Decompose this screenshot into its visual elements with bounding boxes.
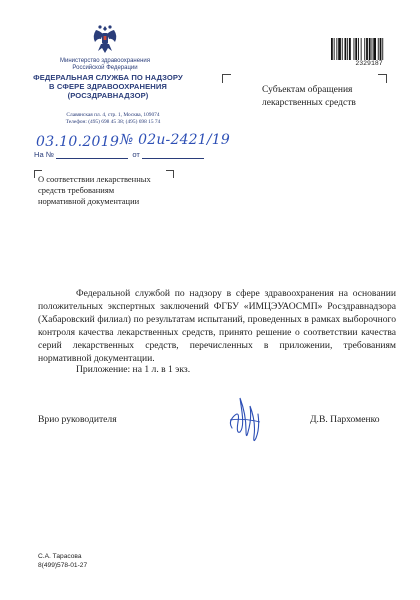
signer-name: Д.В. Пархоменко bbox=[310, 414, 380, 425]
reference-line bbox=[34, 150, 414, 159]
recipient-corner-left bbox=[222, 74, 231, 83]
recipient-line1: Субъектам обращения bbox=[262, 85, 353, 95]
agency-line1: ФЕДЕРАЛЬНАЯ СЛУЖБА ПО НАДЗОРУ bbox=[33, 73, 183, 82]
agency-line3: (РОСЗДРАВНАДЗОР) bbox=[67, 91, 149, 100]
signer-title: Врио руководителя bbox=[38, 414, 117, 425]
address-line2: Телефон: (495) 698 45 38; (495) 698 15 74 bbox=[65, 119, 161, 125]
recipient-corner-right bbox=[378, 74, 387, 83]
subject-line2: средств требованиям bbox=[38, 185, 115, 195]
executor-block bbox=[38, 552, 87, 570]
emblem-icon bbox=[90, 22, 120, 56]
registration-number: № 02и-2421/19 bbox=[120, 132, 231, 148]
recipient-line2: лекарственных средств bbox=[262, 98, 356, 108]
recipient-block bbox=[262, 84, 392, 110]
executor-phone: 8(499)578-01-27 bbox=[38, 562, 88, 569]
address-line1: Славянская пл. 4, стр. 1, Москва, 109074 bbox=[66, 112, 160, 118]
reference-number-blank bbox=[56, 151, 128, 159]
body-paragraph: Федеральной службой по надзору в сфере здравоохранения на основании положительных экспертных заключений ФГБУ «ИМЦЭУАОСМП» Росздравнадзора (Хабаровский филиал) по результатам испытаний, проведенных в рамках выборочного контроля качества лекарственных средств, принято решение о соответствии качества серий лекарственных средств, перечисленных в приложении, требованиям нормативной документации. bbox=[38, 288, 396, 365]
reference-date-blank bbox=[142, 151, 204, 159]
barcode-number: 2329187 bbox=[355, 60, 383, 67]
reference-from-label: от bbox=[132, 150, 140, 159]
ministry-line1: Министерство здравоохранения bbox=[60, 58, 150, 64]
agency-address bbox=[38, 112, 188, 126]
barcode-icon bbox=[330, 38, 400, 60]
subject-line1: О соответствии лекарственных bbox=[38, 174, 151, 184]
attachment-note: Приложение: на 1 л. в 1 экз. bbox=[76, 364, 191, 375]
reference-number-label: На № bbox=[34, 150, 54, 159]
subject-block bbox=[38, 174, 178, 207]
handwritten-signature-icon bbox=[226, 392, 264, 450]
subject-line3: нормативной документации bbox=[38, 196, 140, 206]
ministry-name bbox=[40, 58, 170, 72]
ministry-line2: Российской Федерации bbox=[72, 65, 138, 71]
agency-name bbox=[28, 73, 188, 100]
agency-line2: В СФЕРЕ ЗДРАВООХРАНЕНИЯ bbox=[49, 82, 167, 91]
registration-date: 03.10.2019 bbox=[36, 134, 120, 150]
executor-name: С.А. Тарасова bbox=[38, 553, 82, 560]
